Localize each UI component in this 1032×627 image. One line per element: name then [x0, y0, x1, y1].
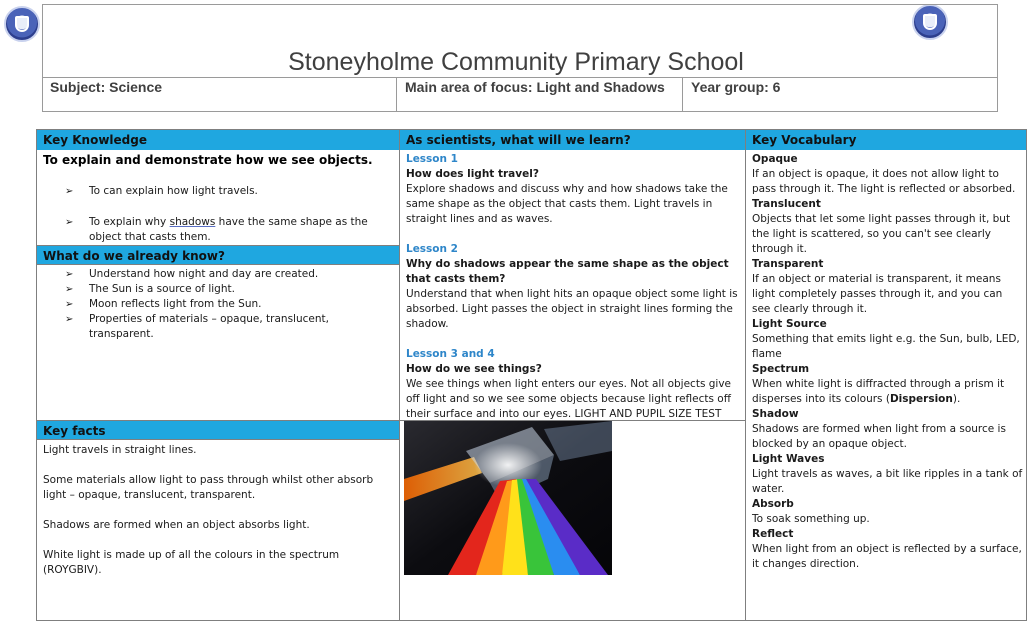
key-facts-body — [43, 443, 393, 593]
arrow-bullet-icon: ➢ — [65, 269, 74, 280]
key-fact: Some materials allow light to pass through whilst other absorb light – opaque, translucent, transparent. — [43, 474, 374, 501]
vocab-definition: Shadows are formed when light from a source is blocked by an opaque object. — [752, 423, 1006, 450]
vocab-term: Spectrum — [752, 363, 810, 375]
list-item: ➢ To can explain how light travels. — [65, 185, 258, 197]
already-know-header: What do we already know? — [37, 245, 399, 265]
focus-cell: Main area of focus: Light and Shadows — [396, 78, 682, 112]
learn-header: As scientists, what will we learn? — [400, 130, 745, 150]
left-column — [37, 130, 399, 620]
lesson-question: Why do shadows appear the same shape as the object that casts them? — [406, 258, 729, 285]
lesson-question: How does light travel? — [406, 168, 539, 180]
key-fact: Shadows are formed when an object absorbs light. — [43, 519, 310, 531]
lesson-label: Lesson 2 — [406, 243, 458, 255]
lesson-text: We see things when light enters our eyes. Not all objects give off light and so we see some objects because light reflects off their surface and into our eyes. LIGHT AND PUPIL SIZE TEST — [406, 378, 732, 420]
vocab-term: Shadow — [752, 408, 799, 420]
vocab-term: Light Source — [752, 318, 827, 330]
vocab-term: Absorb — [752, 498, 794, 510]
lesson-text: Understand that when light hits an opaque object some light is absorbed. Light passes the object in straight lines forming the shadow. — [406, 288, 738, 330]
lesson-text: Explore shadows and discuss why and how shadows take the same shape as the object that casts them. Light travels in straight lines and as waves. — [406, 183, 728, 225]
key-facts-header: Key facts — [37, 420, 399, 440]
vocab-definition: If an object is opaque, it does not allow light to pass through it. The light is reflected or absorbed. — [752, 168, 1016, 195]
middle-column — [399, 130, 745, 620]
lesson-label: Lesson 3 and 4 — [406, 348, 495, 360]
arrow-bullet-icon: ➢ — [65, 314, 74, 325]
info-row — [42, 77, 998, 112]
right-column — [745, 130, 1026, 620]
vocab-term: Light Waves — [752, 453, 825, 465]
year-group-cell: Year group: 6 — [682, 78, 996, 112]
school-crest-icon — [4, 6, 40, 42]
list-item: ➢ The Sun is a source of light. — [65, 283, 235, 295]
vocab-definition: Something that emits light e.g. the Sun, bulb, LED, flame — [752, 333, 1020, 360]
school-title: Stoneyholme Community Primary School — [288, 48, 744, 76]
prism-spectrum-image — [404, 421, 612, 575]
list-item: ➢ Understand how night and day are created. — [65, 268, 319, 280]
vocab-definition: When white light is diffracted through a prism it disperses into its colours (Dispersion). — [752, 378, 1005, 405]
arrow-bullet-icon: ➢ — [65, 186, 74, 197]
list-item: ➢ To explain why shadows have the same shape as the object that casts them. — [65, 216, 368, 243]
vocab-term: Reflect — [752, 528, 794, 540]
vocab-term: Transparent — [752, 258, 824, 270]
arrow-bullet-icon: ➢ — [65, 217, 74, 228]
vocab-definition: Objects that let some light passes through it, but the light is scattered, so you can't see clearly through it. — [752, 213, 1011, 255]
vocab-definition: Light travels as waves, a bit like ripples in a tank of water. — [752, 468, 1023, 495]
vocab-definition: If an object or material is transparent, it means light completely passes through it, and you can see clearly through it. — [752, 273, 1003, 315]
vocab-term: Translucent — [752, 198, 821, 210]
vocabulary-header: Key Vocabulary — [746, 130, 1026, 150]
lessons-body — [406, 152, 740, 422]
vocab-definition: To soak something up. — [752, 513, 870, 525]
lesson-label: Lesson 1 — [406, 153, 458, 165]
shadows-word: shadows — [169, 216, 216, 228]
list-item: ➢ Properties of materials – opaque, translucent, transparent. — [65, 313, 329, 340]
key-fact: Light travels in straight lines. — [43, 444, 197, 456]
vocab-definition: When light from an object is reflected by a surface, it changes direction. — [752, 543, 1022, 570]
list-item: ➢ Moon reflects light from the Sun. — [65, 298, 262, 310]
organiser-grid — [36, 129, 1027, 621]
key-knowledge-header: Key Knowledge — [37, 130, 399, 150]
lesson-question: How do we see things? — [406, 363, 542, 375]
key-knowledge-intro: To explain and demonstrate how we see objects. — [43, 153, 373, 167]
key-fact: White light is made up of all the colours in the spectrum (ROYGBIV). — [43, 549, 340, 576]
vocabulary-body — [752, 152, 1024, 572]
arrow-bullet-icon: ➢ — [65, 284, 74, 295]
already-know-list — [43, 267, 395, 342]
arrow-bullet-icon: ➢ — [65, 299, 74, 310]
vocab-term: Opaque — [752, 153, 798, 165]
subject-cell: Subject: Science — [50, 79, 163, 95]
